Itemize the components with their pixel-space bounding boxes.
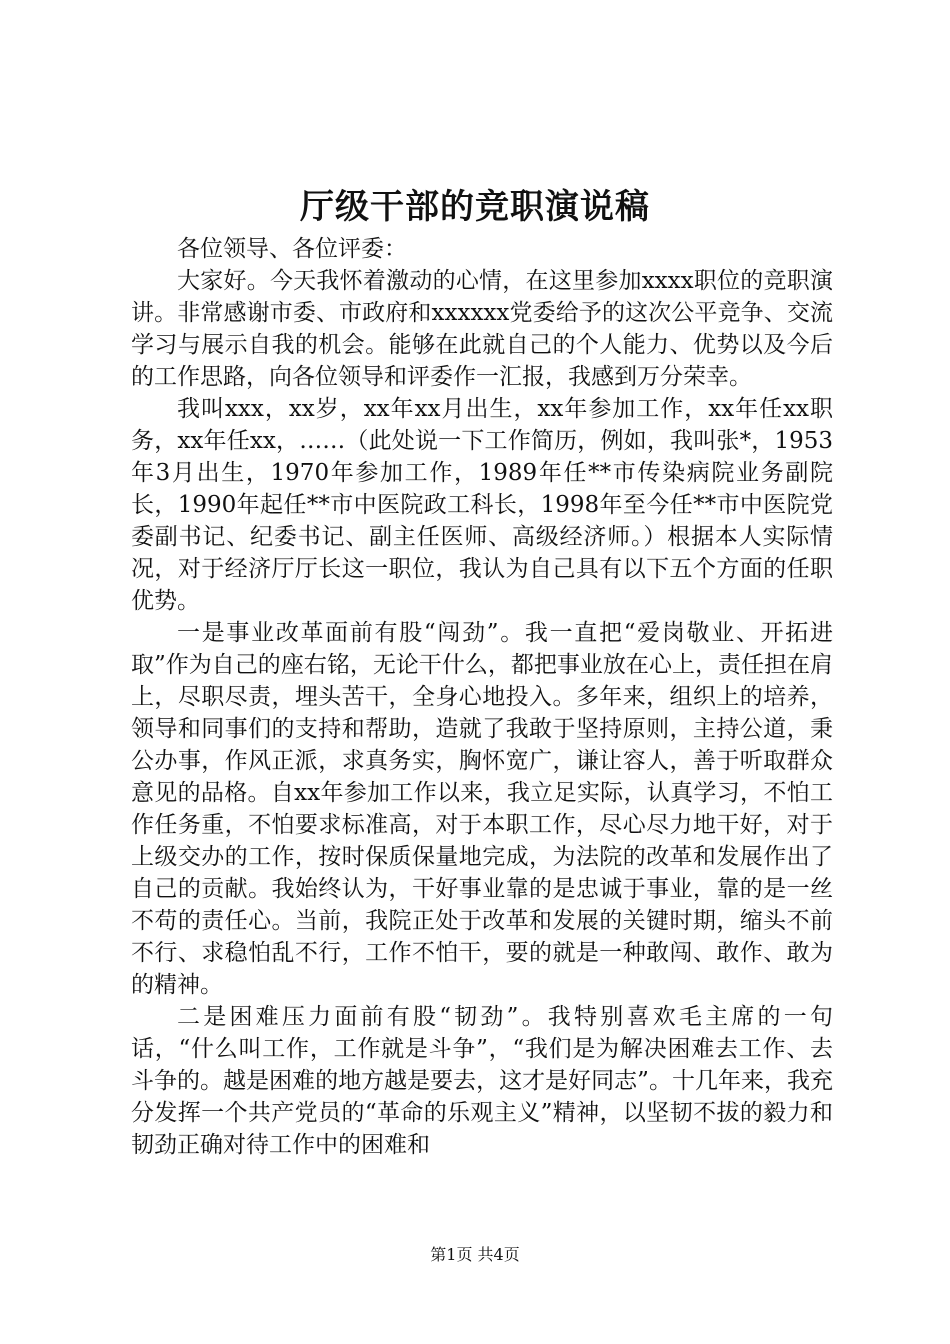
body-paragraph: 一是事业改革面前有股“闯劲”。我一直把“爱岗敬业、开拓进取”作为自己的座右铭，无论干什么，都把事业放在心上，责任担在肩上，尽职尽责，埋头苦干，全身心地投入。多年来，组织上的培养，领导和同事们的支持和帮助，造就了我敢于坚持原则，主持公道，秉公办事，作风正派，求真务实，胸怀宽广，谦让容人，善于听取群众意见的品格。自xx年参加工作以来，我立足实际，认真学习，不怕工作任务重，不怕要求标准高，对于本职工作，尽心尽力地干好，对于上级交办的工作，按时保质保量地完成，为法院的改革和发展作出了自己的贡献。我始终认为，干好事业靠的是忠诚于事业，靠的是一丝不苟的责任心。当前，我院正处于改革和发展的关键时期，缩头不前不行、求稳怕乱不行，工作不怕干，要的就是一种敢闯、敢作、敢为的精神。 bbox=[131, 620, 833, 998]
document-body bbox=[131, 233, 833, 1161]
body-paragraph: 二是困难压力面前有股“韧劲”。我特别喜欢毛主席的一句话，“什么叫工作，工作就是斗争”，“我们是为解决困难去工作、去斗争的。越是困难的地方越是要去，这才是好同志”。十几年来，我充分发挥一个共产党员的“革命的乐观主义”精神，以坚韧不拔的毅力和韧劲正确对待工作中的困难和 bbox=[131, 1004, 833, 1158]
document-title: 厅级干部的竞职演说稿 bbox=[300, 187, 650, 227]
body-paragraph: 大家好。今天我怀着激动的心情，在这里参加xxxx职位的竞职演讲。非常感谢市委、市政府和xxxxxx党委给予的这次公平竞争、交流学习与展示自我的机会。能够在此就自己的个人能力、优势以及今后的工作思路，向各位领导和评委作一汇报，我感到万分荣幸。 bbox=[131, 268, 833, 390]
salutation-paragraph: 各位领导、各位评委： bbox=[177, 236, 407, 262]
page-footer: 第1页 共4页 bbox=[430, 1245, 520, 1264]
body-paragraph: 我叫xxx，xx岁，xx年xx月出生，xx年参加工作，xx年任xx职务，xx年任xx，……（此处说一下工作简历，例如，我叫张*，1953年3月出生，1970年参加工作，1989年任**市传染病院业务副院长，1990年起任**市中医院政工科长，1998年至今任**市中医院党委副书记、纪委书记、副主任医师、高级经济师。）根据本人实际情况，对于经济厅厅长这一职位，我认为自己具有以下五个方面的任职优势。 bbox=[131, 396, 833, 614]
